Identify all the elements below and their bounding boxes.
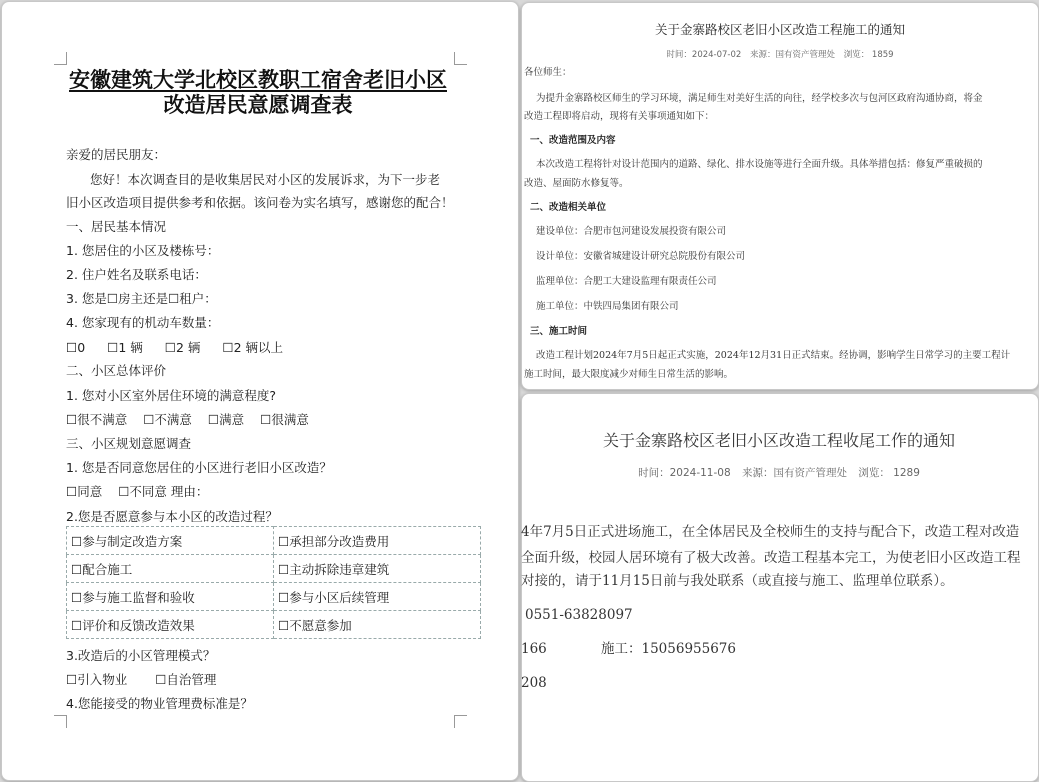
survey-greeting: 亲爱的居民朋友： [66,147,167,162]
notice2-contact-construct: 施工：15056955676 [601,641,736,657]
notice1-views: 浏览： 1859 [843,50,894,60]
survey-title-line1: 安徽建筑大学北校区教职工宿舍老旧小区 [69,67,447,92]
checkbox-option[interactable]: ☐满意 [207,412,245,427]
car-options [66,340,301,356]
question: 3.改造后的小区管理模式？ [66,648,216,663]
notice1-meta [522,48,1038,60]
survey-intro-line2: 旧小区改造项目提供参考和依据。该问卷为实名填写，感谢您的配合！ [66,195,454,210]
notice1-paragraph: 改造、屋面防水修复等。 [524,178,629,189]
section-heading: 二、小区总体评价 [66,363,167,378]
section-heading: 三、小区规划意愿调查 [66,436,192,451]
checkbox-option[interactable]: ☐自治管理 [155,672,217,687]
checkbox-option[interactable]: ☐参与施工监督和验收 [67,583,274,611]
notice2-paragraph: 4年7月5日正式进场施工，在全体居民及全校师生的支持与配合下，改造工程对改造 [521,524,1020,540]
notice1-paragraph: 本次改造工程将针对设计范围内的道路、绿化、排水设施等进行全面升级。具体举措包括：修复严重破损的 [536,159,983,170]
checkbox-option[interactable]: ☐1 辆 [107,340,143,355]
notice2-source: 来源：国有资产管理处 [741,467,847,479]
checkbox-option[interactable]: ☐评价和反馈改造效果 [67,611,274,639]
notice1-heading: 二、改造相关单位 [530,202,607,213]
question: 4. 您家现有的机动车数量： [66,315,220,330]
question: 1. 您对小区室外居住环境的满意程度? [66,388,277,403]
notice1-salutation: 各位师生： [524,67,572,78]
notice1-time: 时间：2024-07-02 [666,50,742,60]
checkbox-option[interactable]: ☐同意 [66,484,103,499]
crop-mark [454,52,467,65]
table-row [67,611,481,639]
notice2-meta [521,465,1037,480]
question: 2.您是否愿意参与本小区的改造过程？ [66,509,278,524]
notice1-unit: 监理单位：合肥工大建设监理有限责任公司 [536,276,717,287]
checkbox-option[interactable]: ☐很不满意 [66,412,128,427]
checkbox-option[interactable]: ☐2 辆以上 [222,340,284,355]
notice2-contact: 208 [521,675,547,691]
notice1-unit: 建设单位：合肥市包河建设发展投资有限公司 [536,226,727,237]
checkbox-option[interactable]: ☐参与小区后续管理 [274,583,481,611]
checkbox-option[interactable]: ☐2 辆 [164,340,201,355]
survey-intro-line1: 您好！本次调查目的是收集居民对小区的发展诉求，为下一步老 [90,172,441,187]
notice2-views: 浏览： 1289 [858,467,920,479]
question: 1. 您居住的小区及楼栋号： [66,243,220,258]
checkbox-option[interactable]: ☐主动拆除违章建筑 [274,555,481,583]
table-row [67,583,481,611]
notice2-paragraph: 对接的，请于11月15日前与我处联系（或直接与施工、监理单位联系）。 [521,573,954,589]
question: 1. 您是否同意您居住的小区进行老旧小区改造？ [66,460,332,475]
notice1-paragraph: 改造工程即将启动，现将有关事项通知如下： [524,111,715,122]
checkbox-option[interactable]: ☐不愿意参加 [274,611,481,639]
question: 3. 您是☐房主还是☐租户： [66,291,217,306]
table-row [67,527,481,555]
notice1-source: 来源：国有资产管理处 [750,50,836,60]
notice1-paragraph: 施工时间，最大限度减少对师生日常生活的影响。 [524,369,734,380]
question: 2. 住户姓名及联系电话： [66,267,207,282]
notice-construction-page [521,2,1039,390]
notice1-heading: 一、改造范围及内容 [530,135,616,146]
question: 4.您能接受的物业管理费标准是？ [66,696,253,711]
participation-table [66,526,481,639]
checkbox-option[interactable]: ☐配合施工 [67,555,274,583]
notice1-paragraph: 为提升金寨路校区师生的学习环境，满足师生对美好生活的向往，经学校多次与包河区政府沟通协商，将金 [536,93,983,104]
checkbox-option[interactable]: ☐0 [66,340,86,355]
crop-mark [454,715,467,728]
satisfaction-options [66,412,327,428]
checkbox-option[interactable]: ☐承担部分改造费用 [274,527,481,555]
notice2-time: 时间：2024-11-08 [638,467,731,479]
notice1-paragraph: 改造工程计划2024年7月5日起正式实施，2024年12月31日正式结束。经协调，影响学生日常学习的主要工程计 [536,350,1011,361]
notice1-title: 关于金寨路校区老旧小区改造工程施工的通知 [654,22,905,37]
notice1-unit: 设计单位：安徽省城建设计研究总院股份有限公司 [536,251,746,262]
checkbox-option[interactable]: ☐参与制定改造方案 [67,527,274,555]
section-heading: 一、居民基本情况 [66,219,167,234]
checkbox-option[interactable]: ☐很满意 [260,412,309,427]
notice2-title: 关于金寨路校区老旧小区改造工程收尾工作的通知 [602,431,955,450]
crop-mark [54,715,67,728]
notice2-body [521,515,1037,715]
notice1-heading: 三、施工时间 [530,326,588,337]
management-options [66,672,234,688]
table-row [67,555,481,583]
checkbox-option[interactable]: ☐引入物业 [66,672,128,687]
checkbox-option[interactable]: ☐不满意 [143,412,192,427]
notice1-unit: 施工单位：中铁四局集团有限公司 [536,301,679,312]
checkbox-option[interactable]: ☐不同意 理由： [118,484,209,499]
survey-title-line2: 改造居民意愿调查表 [163,92,353,117]
crop-mark [54,52,67,65]
agree-options [66,484,226,500]
notice2-phone: 0551-63828097 [525,607,633,623]
notice2-contact: 166 [521,641,547,657]
notice2-paragraph: 全面升级，校园人居环境有了极大改善。改造工程基本完工，为使老旧小区改造工程 [521,550,1021,566]
